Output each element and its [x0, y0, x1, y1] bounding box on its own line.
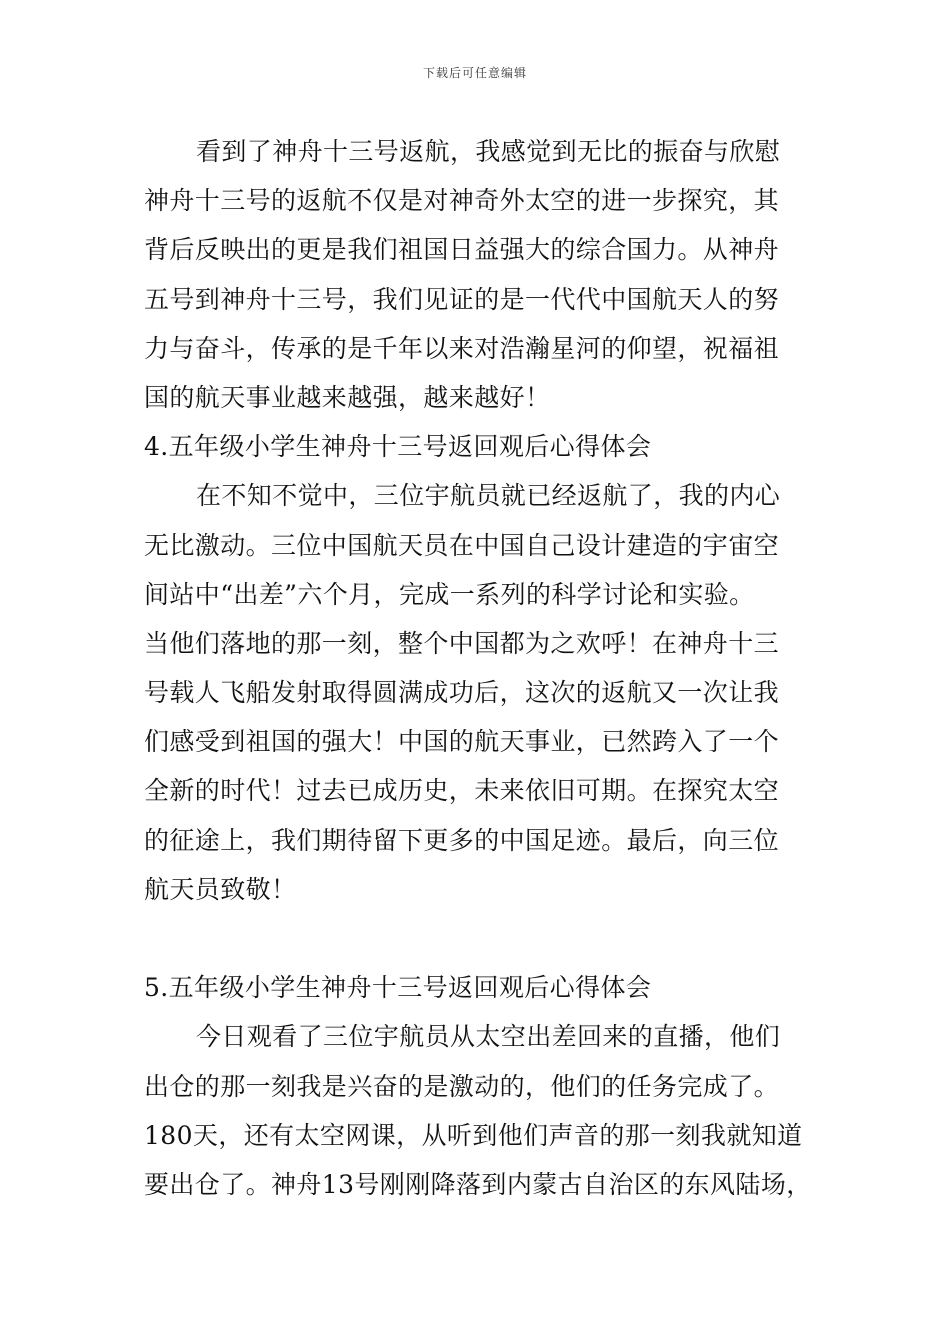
paragraph-line: 力与奋斗，传承的是千年以来对浩瀚星河的仰望，祝福祖 — [144, 333, 780, 363]
section-heading-5: 5.五年级小学生神舟十三号返回观后心得体会 — [144, 973, 652, 1003]
paragraph-line: 当他们落地的那一刻，整个中国都为之欢呼！在神舟十三 — [144, 628, 780, 658]
paragraph-line: 国的航天事业越来越强，越来越好！ — [144, 382, 551, 412]
paragraph-line: 号载人飞船发射取得圆满成功后，这次的返航又一次让我 — [144, 678, 780, 708]
paragraph-line: 今日观看了三位宇航员从太空出差回来的直播，他们 — [196, 1022, 781, 1052]
paragraph-line: 在不知不觉中，三位宇航员就已经返航了，我的内心 — [196, 481, 781, 511]
paragraph-line: 180天，还有太空网课，从听到他们声音的那一刻我就知道 — [144, 1120, 803, 1150]
paragraph-line: 背后反映出的更是我们祖国日益强大的综合国力。从神舟 — [144, 235, 780, 265]
paragraph-line: 全新的时代！过去已成历史，未来依旧可期。在探究太空 — [144, 776, 780, 806]
document-body — [144, 127, 812, 1209]
paragraph-line: 五号到神舟十三号，我们见证的是一代代中国航天人的努 — [144, 284, 780, 314]
paragraph-line: 的征途上，我们期待留下更多的中国足迹。最后，向三位 — [144, 825, 780, 855]
paragraph-line: 要出仓了。神舟13号刚刚降落到内蒙古自治区的东风陆场， — [144, 1169, 812, 1199]
blank-line — [144, 914, 809, 963]
paragraph-line: 神舟十三号的返航不仅是对神奇外太空的进一步探究，其 — [144, 186, 780, 216]
paragraph-line: 间站中“出差”六个月，完成一系列的科学讨论和实验。 — [144, 579, 755, 609]
paragraph-line: 们感受到祖国的强大！中国的航天事业，已然跨入了一个 — [144, 727, 780, 757]
section-heading-4: 4.五年级小学生神舟十三号返回观后心得体会 — [144, 432, 652, 462]
paragraph-line: 无比激动。三位中国航天员在中国自己设计建造的宇宙空 — [144, 530, 780, 560]
paragraph-line: 看到了神舟十三号返航，我感觉到无比的振奋与欣慰 — [196, 137, 781, 166]
paragraph-line: 航天员致敬！ — [144, 874, 297, 904]
paragraph-line: 出仓的那一刻我是兴奋的是激动的，他们的任务完成了。 — [144, 1071, 780, 1101]
page-header: 下载后可任意编辑 — [422, 66, 527, 80]
